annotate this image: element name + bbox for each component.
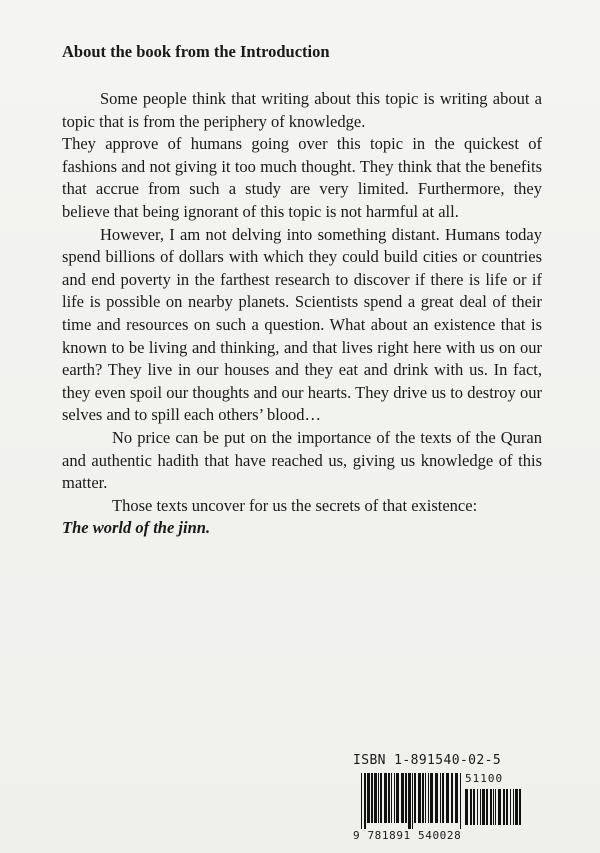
isbn-label: ISBN 1-891540-02-5 — [353, 753, 502, 768]
barcode-stripe — [460, 773, 461, 829]
barcode-stripe — [480, 789, 481, 825]
barcode-stripe — [425, 773, 426, 823]
barcode-stripe — [412, 773, 413, 829]
barcode-stripe — [446, 773, 449, 823]
barcode-stripe — [482, 789, 485, 825]
barcode-stripe — [374, 773, 377, 823]
paragraph-4: No price can be put on the importance of the texts of the Quran and authentic hadith that have reached us, giving us knowledge of this matter. — [62, 427, 542, 493]
ean-digits: 9 781891 540028 — [353, 829, 462, 842]
price-addon-number: 51100 — [465, 772, 504, 785]
barcode-stripe — [513, 789, 514, 825]
barcode-stripe — [378, 773, 379, 823]
barcode-stripe — [442, 773, 444, 823]
barcode-stripe — [405, 773, 407, 823]
barcode-stripe — [422, 773, 424, 823]
barcode-stripe — [371, 773, 373, 823]
blurb-text-block — [62, 42, 542, 540]
barcode-stripe — [506, 789, 508, 825]
barcode-stripe — [493, 789, 494, 825]
ean-barcode-bars — [361, 773, 461, 829]
barcode-stripe — [510, 789, 511, 825]
barcode-stripe — [384, 773, 387, 823]
barcode-stripe — [495, 789, 496, 825]
blurb-heading: About the book from the Introduction — [62, 42, 330, 61]
barcode-stripe — [486, 789, 488, 825]
paragraph-5: Those texts uncover for us the secrets of that existence: — [112, 495, 478, 515]
barcode-stripe — [388, 773, 390, 823]
barcode-stripe — [408, 773, 411, 829]
addon-barcode-bars — [465, 789, 525, 831]
barcode-stripe — [361, 773, 362, 829]
barcode-stripe — [364, 773, 366, 829]
barcode-stripe — [391, 773, 392, 823]
barcode-stripe — [401, 773, 404, 823]
barcode-stripe — [465, 789, 468, 825]
paragraph-3: However, I am not delving into something distant. Humans today spend billions of dollars with which they could build cities or countries and end poverty in the farthest research to discover if there is life or if life is possible on nearby planets. Scientists spend a great deal of their time and resources on such a question. What about an existence that is known to be living and thinking, and that lives right here with us on our earth? They live in our houses and they eat and drink with us. In fact, they even spoil our thoughts and our hearts. They drive us to destroy our selves and to spill each others’ blood… — [62, 224, 542, 425]
barcode-stripe — [418, 773, 421, 823]
barcode-stripe — [473, 789, 475, 825]
barcode-stripe — [380, 773, 382, 823]
barcode-stripe — [435, 773, 438, 823]
paragraph-1: Some people think that writing about this topic is writing about a topic that is from the periphery of knowledge. — [62, 89, 542, 131]
barcode-stripe — [430, 773, 433, 823]
barcode-stripe — [498, 789, 501, 825]
barcode-stripe — [367, 773, 370, 823]
barcode-stripe — [455, 773, 458, 823]
closing-title: The world of the jinn. — [62, 518, 211, 538]
barcode-stripe — [451, 773, 453, 823]
barcode-stripe — [394, 773, 395, 823]
barcode-stripe — [470, 789, 472, 825]
barcode-stripe — [490, 789, 492, 825]
paragraph-2: They approve of humans going over this topic in the quickest of fashions and not giving it too much thought. They think that the benefits that accrue from such a study are very limited. Furthermore, they believe that being ignorant of this topic is not harmful at all. — [62, 134, 542, 221]
barcode-stripe — [519, 789, 521, 825]
barcode-stripe — [396, 773, 399, 823]
barcode-stripe — [440, 773, 441, 823]
barcode-stripe — [414, 773, 416, 823]
barcode-stripe — [428, 773, 429, 823]
barcode-stripe — [477, 789, 478, 825]
barcode-block — [353, 753, 529, 845]
barcode-stripe — [515, 789, 518, 825]
barcode-stripe — [503, 789, 505, 825]
